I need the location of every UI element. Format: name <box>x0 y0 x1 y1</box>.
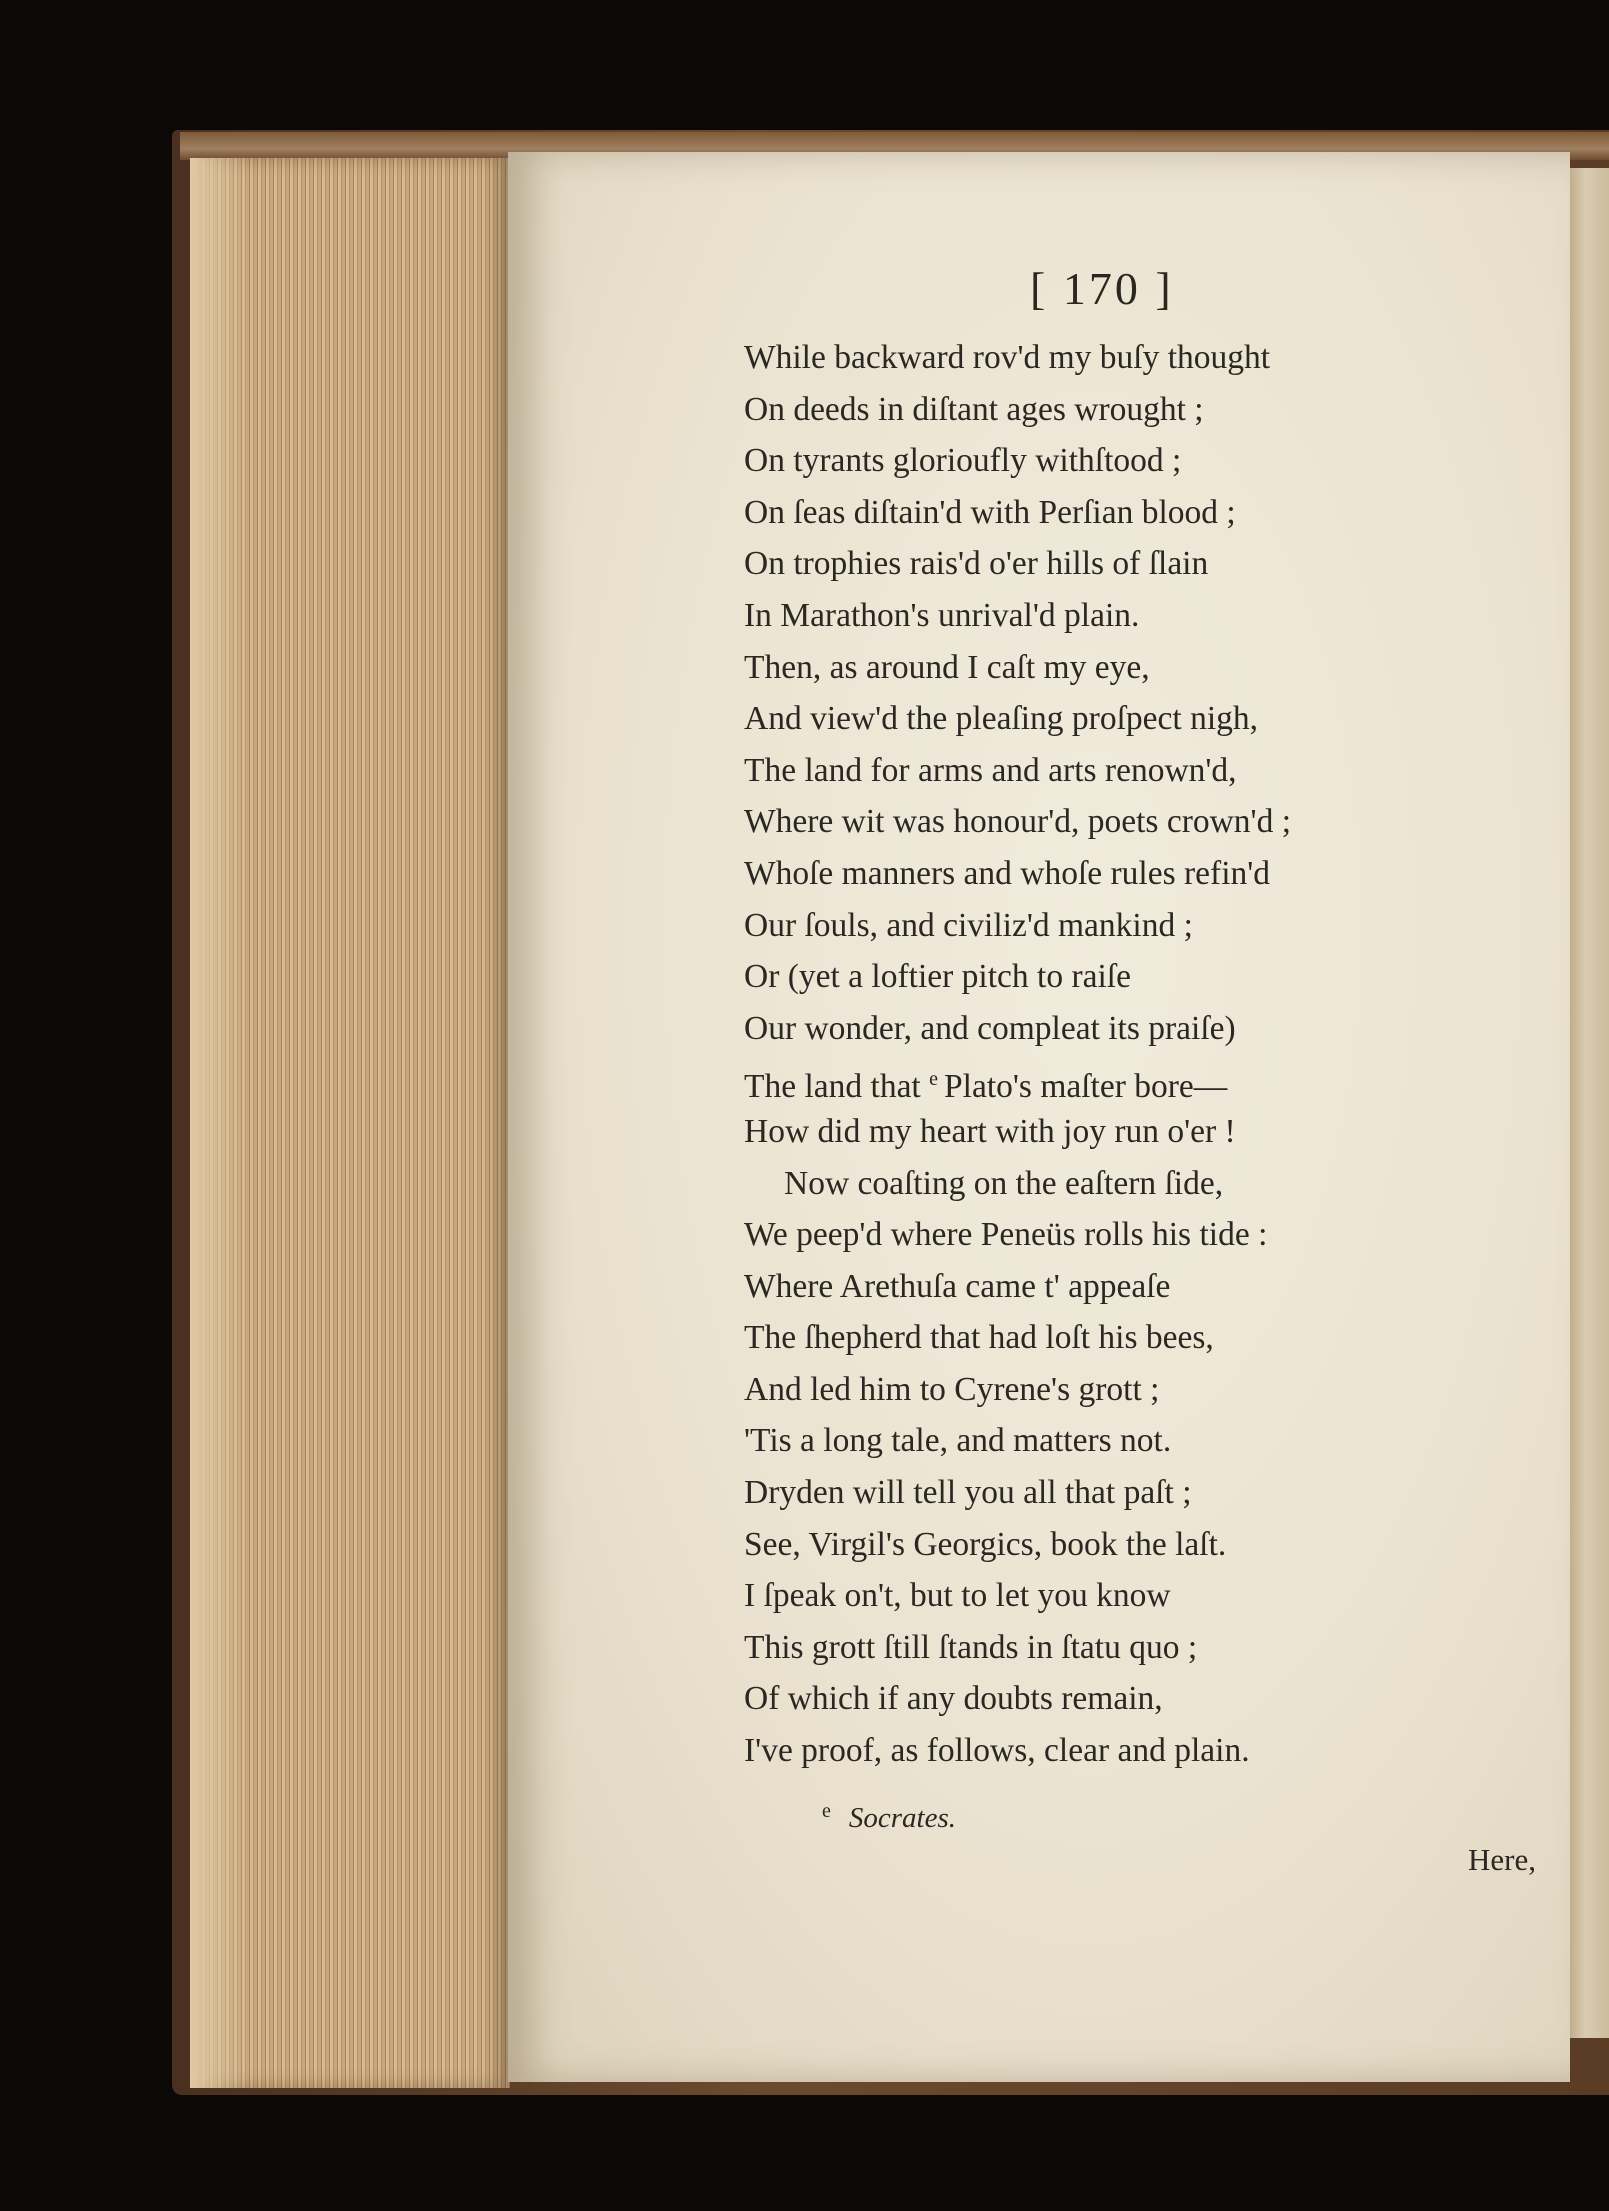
poem-line-text: See, Virgil's Georgics, book the laſt. <box>744 1525 1227 1563</box>
poem-line-text: Now coaſting on the eaſtern ſide, <box>784 1164 1224 1202</box>
poem-line <box>744 745 1291 797</box>
poem-line <box>744 1364 1291 1416</box>
poem-line <box>744 1003 1291 1055</box>
poem-line <box>744 1312 1291 1364</box>
poem-line-text: While backward rov'd my buſy thought <box>744 339 1271 376</box>
poem-line-text: Of which if any doubts remain, <box>744 1680 1163 1718</box>
poem-line <box>744 384 1291 436</box>
poem-line-text: On deeds in diſtant ages wrought ; <box>744 390 1204 428</box>
poem-line-text-continued: Plato's maſter bore— <box>944 1068 1228 1106</box>
poem-line <box>744 435 1291 487</box>
poem-line <box>744 1415 1291 1467</box>
poem-line <box>744 848 1291 900</box>
poem-line-text: This grott ſtill ſtands in ſtatu quo ; <box>744 1628 1198 1666</box>
poem-line <box>744 951 1291 1003</box>
poem-line <box>744 1054 1291 1106</box>
page-stack-highlight <box>190 158 250 2088</box>
poem-line-text: How did my heart with joy run o'er ! <box>744 1112 1236 1150</box>
poem-line-text: I've proof, as follows, clear and plain. <box>744 1732 1250 1770</box>
footnote-mark: e <box>822 1800 831 1822</box>
poem-line <box>744 1673 1291 1725</box>
poem-line-text: I ſpeak on't, but to let you know <box>744 1577 1171 1615</box>
poem-line <box>744 332 1291 384</box>
poem-line-text: Where Arethuſa came t' appeaſe <box>744 1267 1171 1305</box>
poem-line <box>744 538 1291 590</box>
poem-line-text: And view'd the pleaſing proſpect nigh, <box>744 700 1258 738</box>
footnote <box>822 1800 956 1835</box>
poem-line <box>744 1158 1291 1210</box>
poem-line <box>744 1261 1291 1313</box>
poem-line <box>744 590 1291 642</box>
poem-line <box>744 1725 1291 1777</box>
catchword: Here, <box>1468 1842 1536 1877</box>
poem-line-text: The ſhepherd that had loſt his bees, <box>744 1319 1214 1357</box>
poem-line <box>744 1519 1291 1571</box>
poem-line-text: We peep'd where Peneüs rolls his tide : <box>744 1216 1268 1254</box>
poem-line <box>744 1622 1291 1674</box>
poem-line <box>744 642 1291 694</box>
poem-line-text: In Marathon's unrival'd plain. <box>744 596 1140 634</box>
poem-line-text: On trophies rais'd o'er hills of ſlain <box>744 545 1209 583</box>
footnote-text: Socrates. <box>848 1802 957 1834</box>
poem-line <box>744 693 1291 745</box>
poem-line-text: 'Tis a long tale, and matters not. <box>744 1422 1172 1460</box>
poem-line-text: Then, as around I caſt my eye, <box>744 648 1150 686</box>
page-number: [ 170 ] <box>1030 263 1174 314</box>
poem-line-text: Our wonder, and compleat its praiſe) <box>744 1009 1236 1047</box>
poem-line <box>744 487 1291 539</box>
poem-line <box>744 796 1291 848</box>
poem-line <box>744 900 1291 952</box>
poem-line-text: Whoſe manners and whoſe rules refin'd <box>744 854 1271 892</box>
poem-line <box>744 1570 1291 1622</box>
poem-line-text: And led him to Cyrene's grott ; <box>744 1370 1160 1408</box>
poem-line <box>744 1106 1291 1158</box>
poem-line <box>744 1467 1291 1519</box>
poem-line-text: Or (yet a loftier pitch to raiſe <box>744 958 1131 996</box>
poem-line-text: On tyrants glorioufly withſtood ; <box>744 442 1182 480</box>
note-reference-mark: e <box>929 1068 939 1091</box>
poem-text <box>744 332 1291 1777</box>
facing-page-sliver <box>1566 168 1609 2038</box>
poem-line-text: Our ſouls, and civiliz'd mankind ; <box>744 906 1193 944</box>
poem-line-text: On ſeas diſtain'd with Perſian blood ; <box>744 493 1236 531</box>
poem-line-text: Where wit was honour'd, poets crown'd ; <box>744 803 1292 841</box>
poem-line-text: The land for arms and arts renown'd, <box>744 751 1237 789</box>
poem-line <box>744 1209 1291 1261</box>
poem-line-text: The land that <box>744 1068 921 1106</box>
poem-line-text: Dryden will tell you all that paſt ; <box>744 1474 1192 1512</box>
